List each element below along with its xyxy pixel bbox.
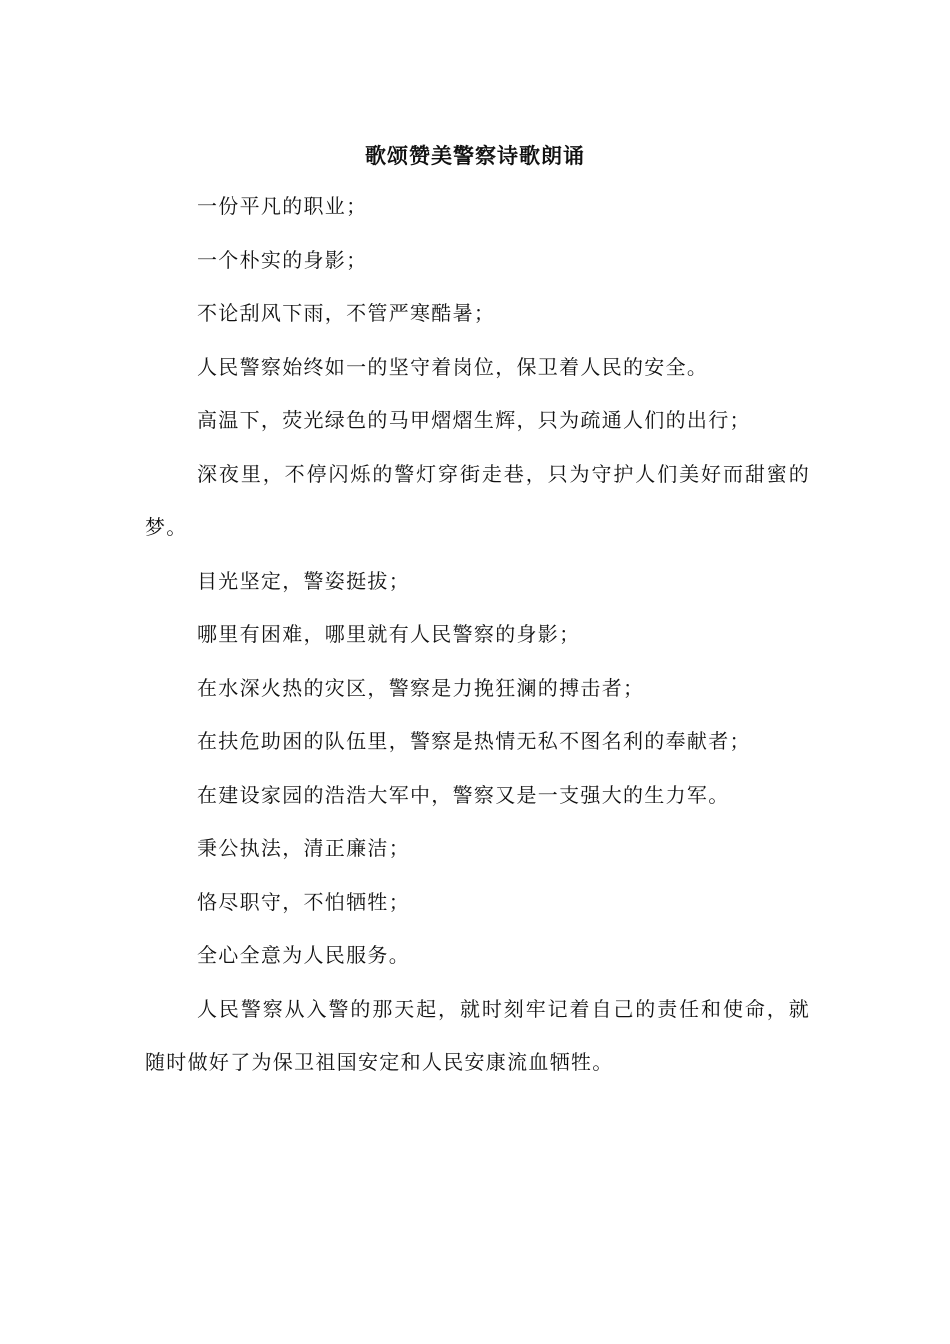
paragraph: 在建设家园的浩浩大军中，警察又是一支强大的生力军。 [197,782,730,807]
paragraph: 一份平凡的职业； [197,194,368,218]
document-title: 歌颂赞美警察诗歌朗诵 [365,143,585,168]
document-body [145,180,810,1090]
paragraph: 不论刮风下雨，不管严寒酷暑； [197,301,496,325]
paragraph: 人民警察始终如一的坚守着岗位，保卫着人民的安全。 [197,354,709,379]
paragraph: 在水深火热的灾区，警察是力挽狂澜的搏击者； [197,675,645,700]
paragraph: 哪里有困难，哪里就有人民警察的身影； [197,622,581,646]
paragraph: 深夜里，不停闪烁的警灯穿街走巷，只为守护人们美好而甜蜜的梦。 [145,461,810,539]
paragraph: 一个朴实的身影； [197,247,368,272]
paragraph: 人民警察从入警的那天起，就时刻牢记着自己的责任和使命，就随时做好了为保卫祖国安定和人民安康流血牺牲。 [145,996,810,1074]
paragraph: 全心全意为人民服务。 [197,943,410,967]
paragraph: 秉公执法，清正廉洁； [197,836,410,860]
paragraph: 恪尽职守，不怕牺牲； [197,889,410,914]
paragraph: 在扶危助困的队伍里，警察是热情无私不图名利的奉献者； [197,729,751,753]
paragraph: 目光坚定，警姿挺拔； [197,568,410,593]
paragraph: 高温下，荧光绿色的马甲熠熠生辉，只为疏通人们的出行； [197,408,751,432]
